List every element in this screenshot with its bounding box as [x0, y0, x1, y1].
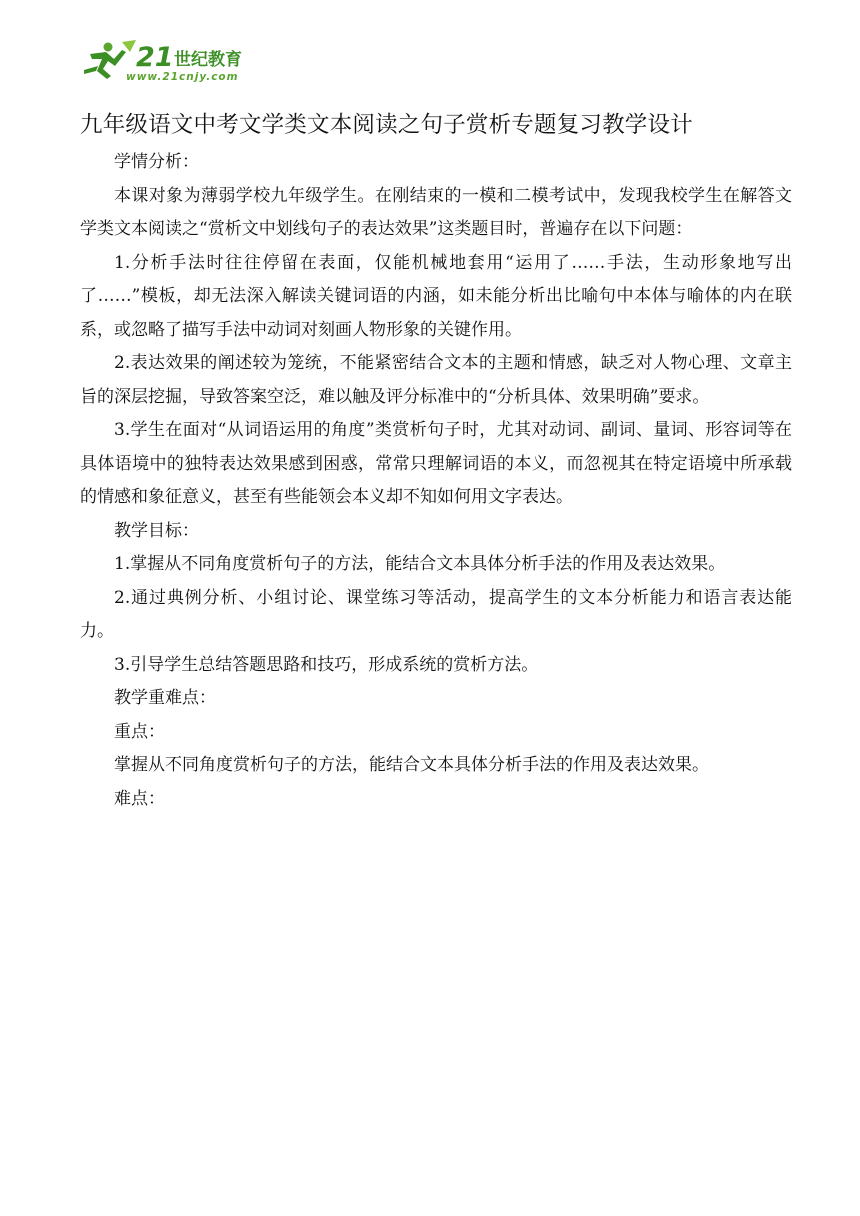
paragraph: 本课对象为薄弱学校九年级学生。在刚结束的一模和二模考试中，发现我校学生在解答文学类文本阅读之“赏析文中划线句子的表达效果”这类题目时，普遍存在以下问题：: [80, 185, 792, 239]
paragraph: 3.学生在面对“从词语运用的角度”类赏析句子时，尤其对动词、副词、量词、形容词等在具体语境中的独特表达效果感到困惑，常常只理解词语的本义，而忽视其在特定语境中所承载的情感和象征意义，甚至有些能领会本义却不知如何用文字表达。: [80, 420, 792, 507]
paragraph: 1.分析手法时往往停留在表面，仅能机械地套用“运用了……手法，生动形象地写出了……”模板，却无法深入解读关键词语的内涵，如未能分析出比喻句中本体与喻体的内在联系，或忽略了描写手法中动词对刻画人物形象的关键作用。: [80, 252, 792, 340]
paragraph: 1.掌握从不同角度赏析句子的方法，能结合文本具体分析手法的作用及表达效果。: [114, 554, 726, 574]
section-heading: 教学重难点：: [114, 688, 216, 708]
section-heading: 难点：: [114, 788, 165, 809]
paragraph: 2.通过典例分析、小组讨论、课堂练习等活动，提高学生的文本分析能力和语言表达能力。: [80, 587, 792, 641]
section-heading: 学情分析：: [114, 152, 199, 172]
document-body: [80, 146, 792, 816]
site-logo: [78, 38, 248, 84]
document-title: 九年级语文中考文学类文本阅读之句子赏析专题复习教学设计: [80, 112, 693, 138]
section-heading: 重点：: [114, 721, 165, 742]
paragraph: 掌握从不同角度赏析句子的方法，能结合文本具体分析手法的作用及表达效果。: [114, 755, 709, 775]
svg-text:21: 21: [136, 42, 174, 73]
svg-text:世纪教育: 世纪教育: [174, 50, 242, 70]
section-heading: 教学目标：: [114, 520, 199, 541]
svg-text:www.21cnjy.com: www.21cnjy.com: [126, 71, 239, 83]
runner-logo-icon: [78, 38, 248, 84]
paragraph: 3.引导学生总结答题思路和技巧，形成系统的赏析方法。: [114, 654, 539, 675]
paragraph: 2.表达效果的阐述较为笼统，不能紧密结合文本的主题和情感，缺乏对人物心理、文章主旨的深层挖掘，导致答案空泛，难以触及评分标准中的“分析具体、效果明确”要求。: [80, 353, 792, 407]
